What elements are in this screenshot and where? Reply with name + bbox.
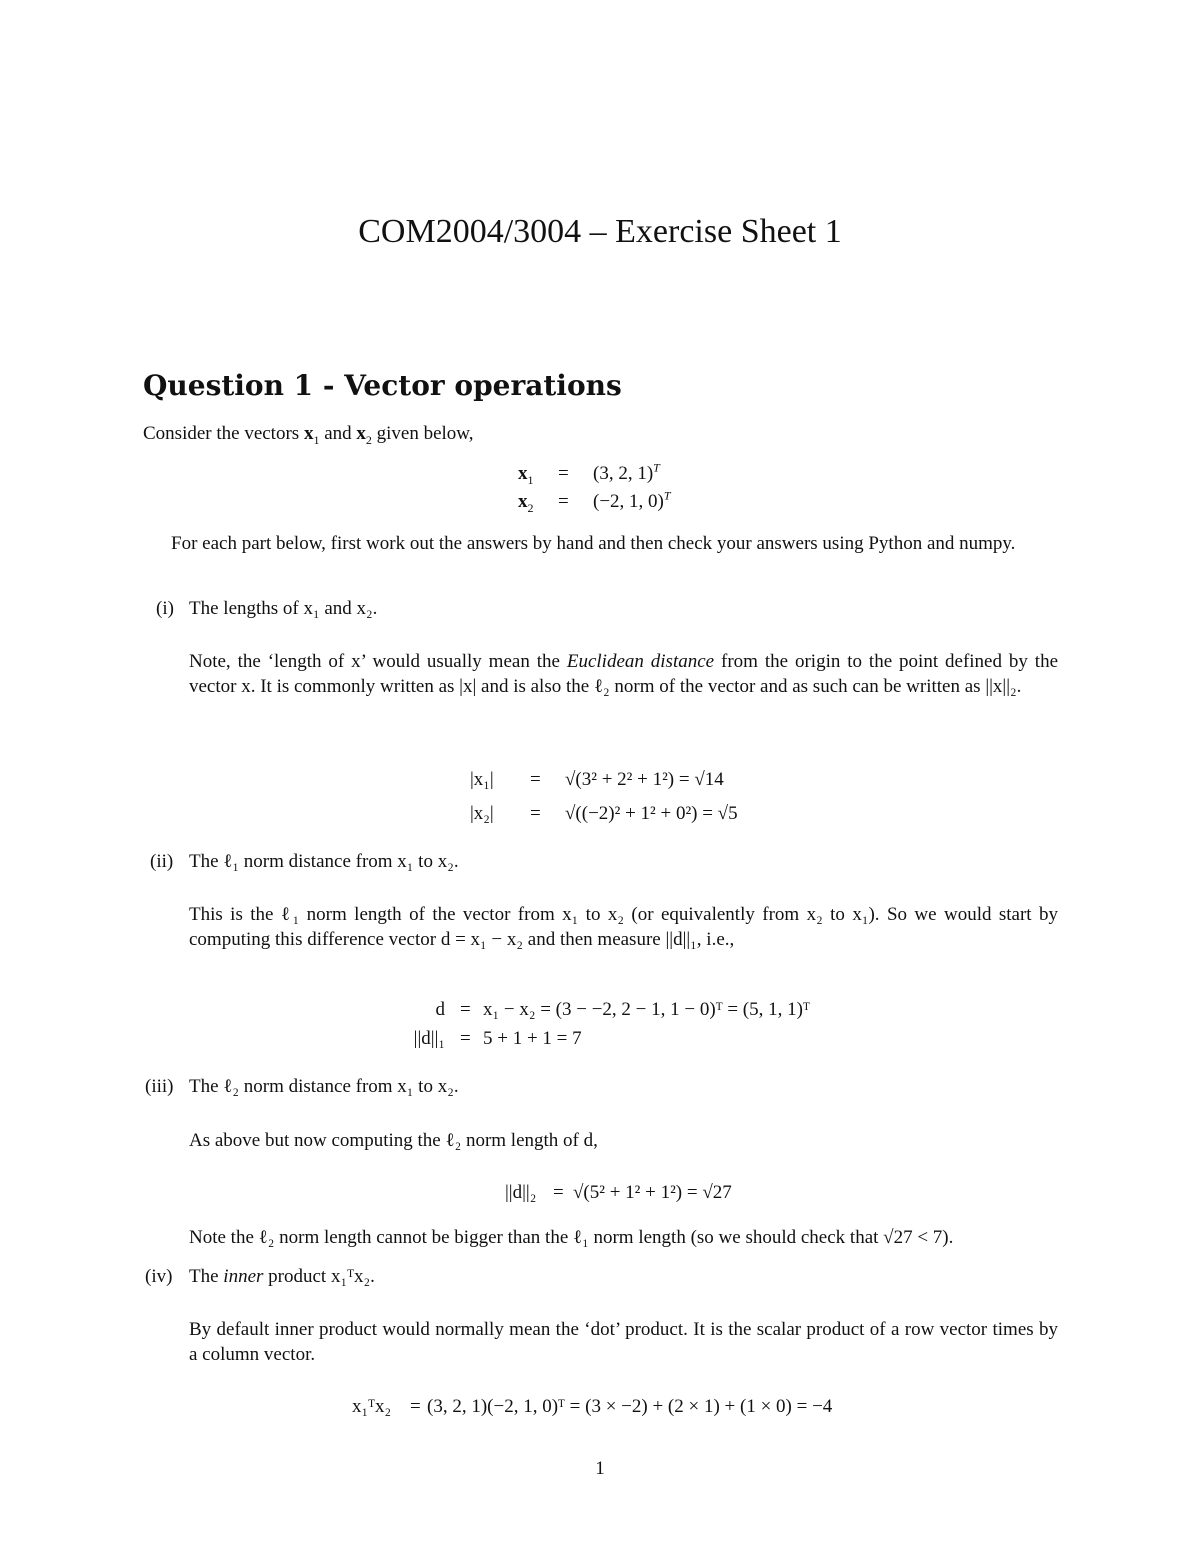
part-iii-eq-1 (505, 1181, 732, 1206)
part-i-note-b: from the origin to the point defined by the vector x. It is commonly written as |x| and is also the ℓ₂ norm of the vector and as such can be written as ||x||₂. (189, 651, 1059, 697)
part-iv-note: By default inner product would normally mean the ‘dot’ product. It is the scalar product of a row vector times by a column vector. (189, 1319, 1058, 1365)
part-iii-after: Note the ℓ₂ norm length cannot be bigger than the ℓ₁ norm length (so we should check that √27 < 7). (189, 1227, 954, 1248)
intro-vector-2-sub: 2 (365, 432, 372, 447)
part-iv-text-b: product x₁ᵀx₂. (263, 1266, 375, 1287)
part-i-eq-2-lhs: |x₂| (470, 803, 494, 824)
part-i-eq-1-lhs: |x₁| (470, 769, 494, 790)
page-number: 1 (595, 1458, 605, 1479)
part-ii-eq-1-rhs: x₁ − x₂ = (3 − −2, 2 − 1, 1 − 0)ᵀ = (5, 1, 1)ᵀ (483, 999, 810, 1020)
part-ii-eq-1 (395, 998, 810, 1023)
part-i-note-em: Euclidean distance (566, 651, 715, 672)
part-i-eq-1-rhs: √(3² + 2² + 1²) = √14 (565, 769, 724, 790)
vector-def-1-sup: T (653, 460, 660, 475)
instruction-text: For each part below, first work out the answers by hand and then check your answers using Python and numpy. (171, 533, 1016, 554)
part-i-text: The lengths of x₁ and x₂. (189, 598, 378, 619)
part-i-eq-2-rhs: √((−2)² + 1² + 0²) = √5 (565, 803, 738, 824)
part-ii-label: (ii) (150, 851, 174, 872)
part-ii-eq-2-rel: = (460, 1028, 471, 1049)
part-ii-eq-2-rhs: 5 + 1 + 1 = 7 (483, 1028, 582, 1049)
part-iv-eq-1 (352, 1395, 833, 1420)
part-ii-eq-1-rel: = (460, 999, 471, 1020)
intro-vector-1: x (303, 423, 314, 444)
part-ii-eq-2-lhs: ||d||₁ (413, 1028, 445, 1049)
vector-def-2-lhs: x (518, 491, 528, 512)
part-iii-text: The ℓ₂ norm distance from x₁ to x₂. (189, 1076, 459, 1097)
part-i-note (189, 650, 1058, 699)
part-i-eq-2-rel: = (530, 803, 541, 824)
vector-def-2-sup: T (663, 488, 671, 503)
part-iv-eq-1-rel: = (410, 1396, 421, 1417)
part-iii-note: As above but now computing the ℓ₂ norm length of d, (189, 1130, 598, 1151)
part-i-eq-2 (470, 802, 738, 827)
intro-mid: and (319, 423, 357, 444)
part-iv-eq-1-lhs: x₁ᵀx₂ (352, 1396, 392, 1417)
vector-def-2-sub: 2 (527, 500, 534, 515)
part-iv-text-a: The (189, 1266, 224, 1287)
part-iii-label: (iii) (145, 1076, 174, 1097)
part-ii-note: This is the ℓ₁ norm length of the vector from x₁ to x₂ (or equivalently from x₂ to x₁). So we would start by computing this difference vector d = x₁ − x₂ and then measure ||d||₁, i.e., (189, 904, 1058, 950)
question-heading: Question 1 - Vector operations (143, 369, 622, 402)
question-intro (143, 422, 474, 447)
intro-vector-1-sub: 1 (313, 432, 320, 447)
part-iii-eq-1-lhs: ||d||₂ (505, 1182, 537, 1203)
intro-suffix: given below, (371, 423, 474, 444)
part-i-note-a: Note, the ‘length of x’ would usually mean the (189, 651, 567, 672)
part-i-eq-1-rel: = (530, 769, 541, 790)
vector-def-1-lhs: x (518, 463, 528, 484)
part-ii-eq-1-lhs: d (435, 999, 445, 1020)
part-iii-eq-1-rel: = (553, 1182, 564, 1203)
part-i-eq-1 (470, 768, 724, 793)
vector-def-2: $x_2$ = (−2, 1, 0)$^T$ (518, 488, 671, 515)
part-iv-eq-1-rhs: (3, 2, 1)(−2, 1, 0)ᵀ = (3 × −2) + (2 × 1) + (1 × 0) = −4 (427, 1396, 833, 1417)
part-iii-eq-1-rhs: √(5² + 1² + 1²) = √27 (573, 1182, 732, 1203)
part-i-label: (i) (156, 598, 174, 619)
part-iv-text-em: inner (223, 1266, 264, 1287)
part-iv-label: (iv) (145, 1266, 173, 1287)
part-ii-text: The ℓ₁ norm distance from x₁ to x₂. (189, 851, 459, 872)
part-ii-eq-2 (395, 1027, 582, 1052)
intro-vector-2: x (356, 423, 366, 444)
vector-def-2-rhs: (−2, 1, 0) (593, 491, 664, 512)
vector-def-1: $x_1$ = (3, 2, 1)$^T$ (518, 460, 660, 487)
vector-def-1-sub: 1 (527, 472, 534, 487)
part-iv-text (189, 1265, 375, 1290)
vector-def-1-rhs: (3, 2, 1) (593, 463, 654, 484)
intro-prefix: Consider the vectors (143, 423, 304, 444)
page-title: COM2004/3004 – Exercise Sheet 1 (358, 213, 842, 250)
